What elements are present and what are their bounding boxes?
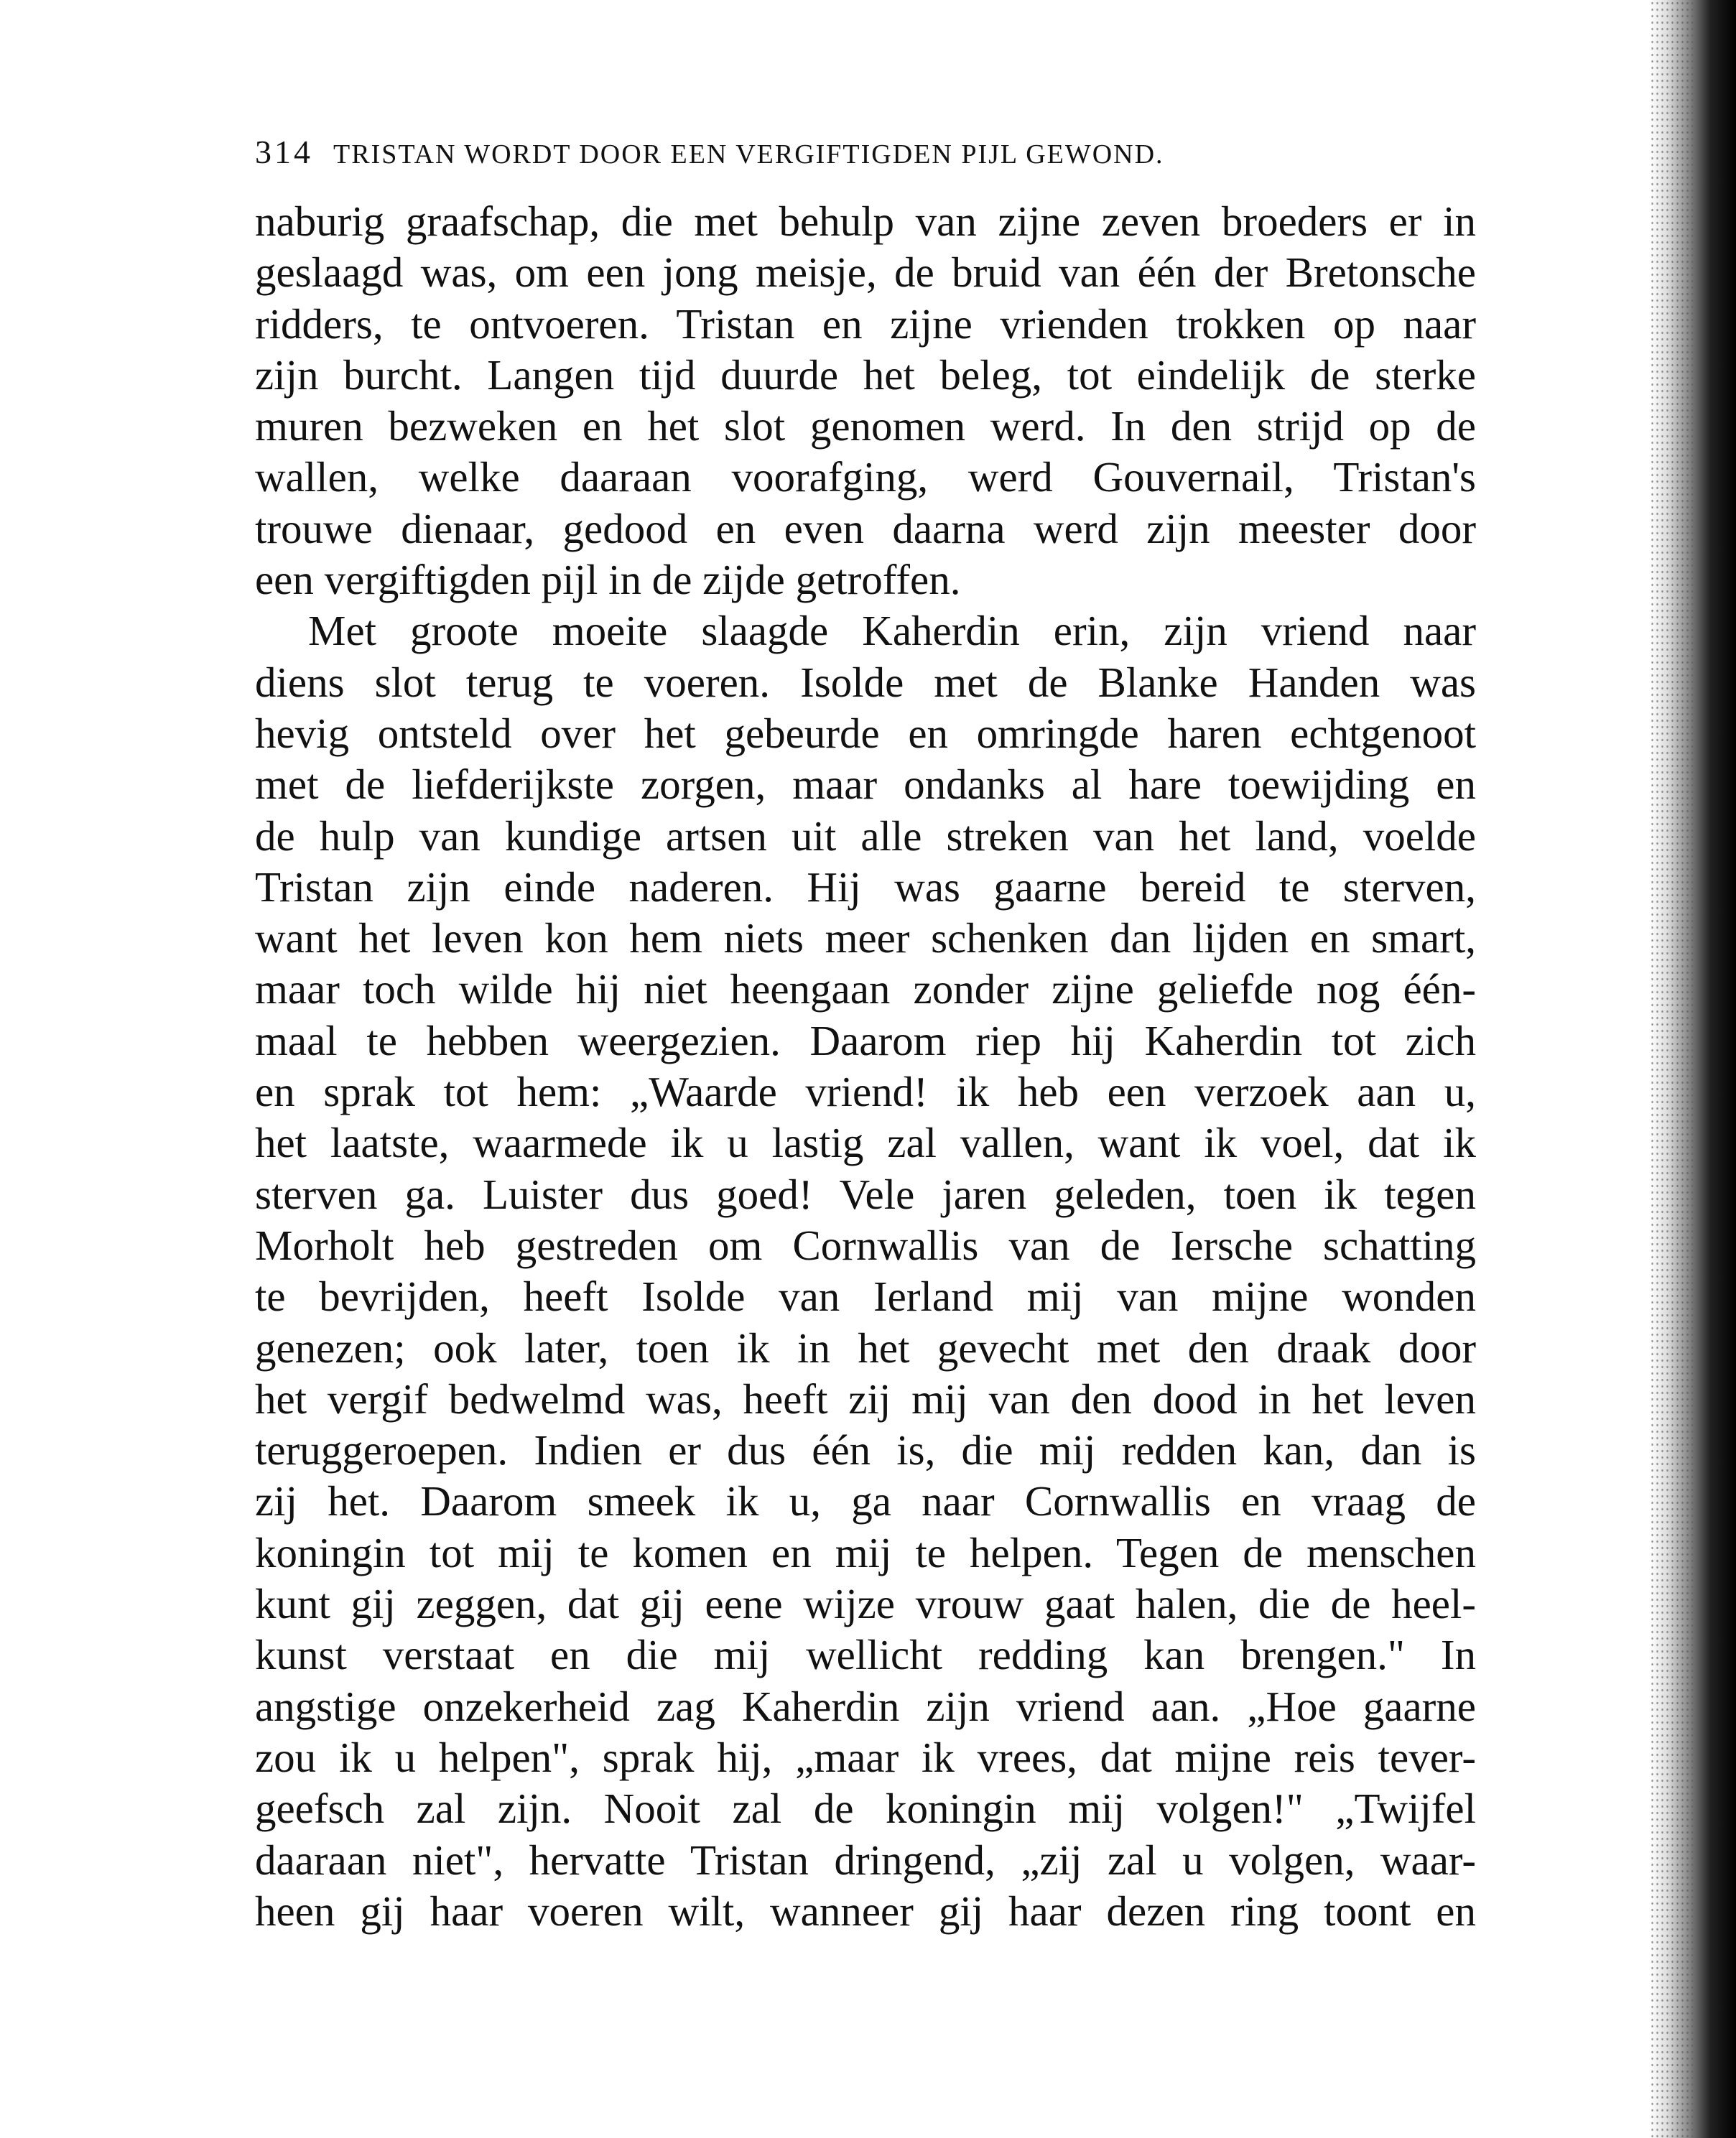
text-line: wallen, welke daaraan voorafging, werd Gouvernail, Tristan's bbox=[255, 453, 1476, 501]
text-line: naburig graafschap, die met behulp van zijne zeven broeders er in bbox=[255, 197, 1476, 245]
text-line: de hulp van kundige artsen uit alle streken van het land, voelde bbox=[255, 812, 1476, 860]
text-line: trouwe dienaar, gedood en even daarna werd zijn meester door bbox=[255, 504, 1476, 552]
text-line: maal te hebben weergezien. Daarom riep hij Kaherdin tot zich bbox=[255, 1016, 1476, 1064]
body-text bbox=[255, 196, 1476, 1937]
text-line: angstige onzekerheid zag Kaherdin zijn vriend aan. „Hoe gaarne bbox=[255, 1682, 1476, 1730]
text-line: diens slot terug te voeren. Isolde met de Blanke Handen was bbox=[255, 658, 1476, 706]
text-line: genezen; ook later, toen ik in het gevecht met den draak door bbox=[255, 1324, 1476, 1372]
text-line: koningin tot mij te komen en mij te helpen. Tegen de menschen bbox=[255, 1528, 1476, 1576]
text-line: geslaagd was, om een jong meisje, de bruid van één der Bretonsche bbox=[255, 248, 1476, 297]
text-line: het laatste, waarmede ik u lastig zal vallen, want ik voel, dat ik bbox=[255, 1119, 1476, 1167]
text-line: teruggeroepen. Indien er dus één is, die mij redden kan, dan is bbox=[255, 1426, 1476, 1474]
text-line: Morholt heb gestreden om Cornwallis van de Iersche schatting bbox=[255, 1221, 1476, 1269]
scan-edge-shadow bbox=[1650, 0, 1736, 2138]
text-line: te bevrijden, heeft Isolde van Ierland mij van mijne wonden bbox=[255, 1273, 1476, 1321]
text-line: kunt gij zeggen, dat gij eene wijze vrouw gaat halen, die de heel- bbox=[255, 1580, 1476, 1628]
text-line: kunst verstaat en die mij wellicht redding kan brengen." In bbox=[255, 1631, 1476, 1679]
text-line: geefsch zal zijn. Nooit zal de koningin mij volgen!" „Twijfel bbox=[255, 1785, 1476, 1833]
running-head bbox=[255, 133, 1476, 190]
text-line: heen gij haar voeren wilt, wanneer gij haar dezen ring toont en bbox=[255, 1887, 1476, 1935]
text-line: ridders, te ontvoeren. Tristan en zijne vrienden trokken op naar bbox=[255, 299, 1476, 348]
text-line: zijn burcht. Langen tijd duurde het beleg, tot eindelijk de sterke bbox=[255, 350, 1476, 399]
text-line: want het leven kon hem niets meer schenken dan lijden en smart, bbox=[255, 914, 1476, 962]
text-line: daaraan niet", hervatte Tristan dringend, „zij zal u volgen, waar- bbox=[255, 1836, 1476, 1884]
page-number: 314 bbox=[255, 134, 313, 170]
text-line: Met groote moeite slaagde Kaherdin erin, zijn vriend naar bbox=[308, 607, 1476, 655]
text-line: muren bezweken en het slot genomen werd. In den strijd op de bbox=[255, 402, 1476, 450]
paragraph bbox=[255, 605, 1476, 1937]
text-line: sterven ga. Luister dus goed! Vele jaren geleden, toen ik tegen bbox=[255, 1170, 1476, 1218]
text-line: zou ik u helpen", sprak hij, „maar ik vrees, dat mijne reis tever- bbox=[255, 1733, 1476, 1781]
book-page bbox=[255, 133, 1476, 1937]
text-line: hevig ontsteld over het gebeurde en omringde haren echtgenoot bbox=[255, 709, 1476, 757]
chapter-title: TRISTAN WORDT DOOR EEN VERGIFTIGDEN PIJL GEWOND. bbox=[333, 139, 1164, 169]
text-line: Tristan zijn einde naderen. Hij was gaarne bereid te sterven, bbox=[255, 863, 1476, 911]
paragraph bbox=[255, 196, 1476, 605]
text-line: het vergif bedwelmd was, heeft zij mij van den dood in het leven bbox=[255, 1375, 1476, 1423]
text-line: en sprak tot hem: „Waarde vriend! ik heb een verzoek aan u, bbox=[255, 1068, 1476, 1116]
text-line: maar toch wilde hij niet heengaan zonder zijne geliefde nog één- bbox=[255, 965, 1476, 1013]
text-line: een vergiftigden pijl in de zijde getroffen. bbox=[255, 556, 961, 604]
text-line: met de liefderijkste zorgen, maar ondanks al hare toewijding en bbox=[255, 761, 1476, 809]
text-line: zij het. Daarom smeek ik u, ga naar Cornwallis en vraag de bbox=[255, 1477, 1476, 1525]
